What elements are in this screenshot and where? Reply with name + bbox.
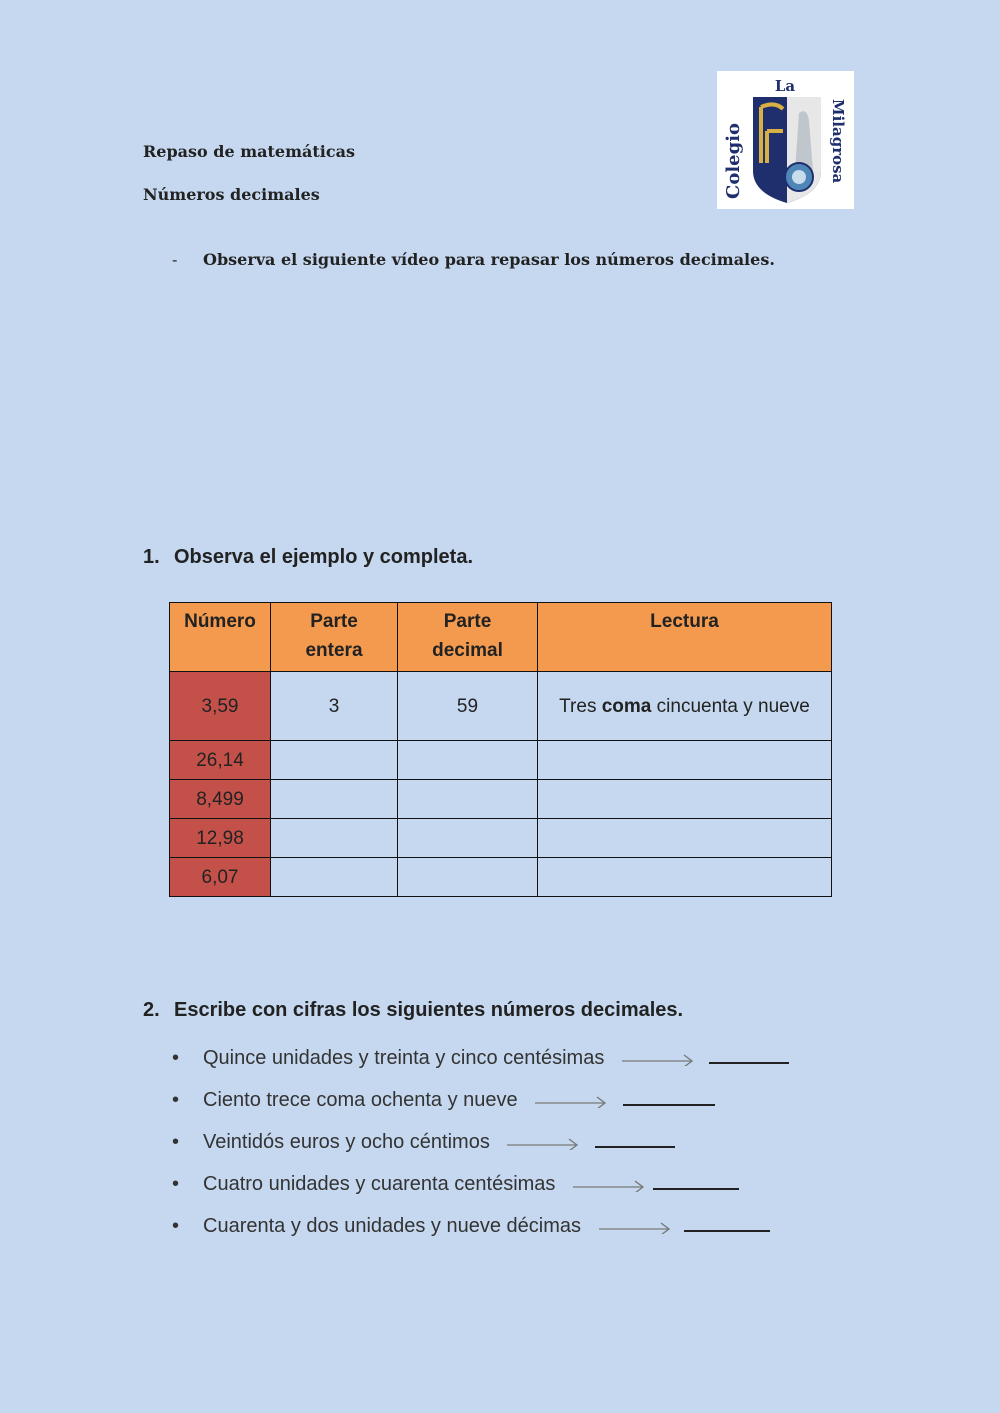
question-1-number: 1.: [143, 546, 160, 568]
row-numero: 6,07: [170, 858, 271, 897]
header-parte-decimal: [398, 603, 538, 672]
list-item: [172, 1084, 715, 1112]
blank-parte-entera[interactable]: [271, 819, 398, 858]
example-lectura: [538, 672, 832, 741]
item-text: Ciento trece coma ochenta y nueve: [203, 1089, 518, 1111]
worksheet-title: Repaso de matemáticas: [143, 142, 355, 161]
video-instruction: [172, 250, 775, 269]
answer-blank[interactable]: [623, 1084, 715, 1106]
blank-lectura[interactable]: [538, 741, 832, 780]
bullet: •: [172, 1173, 180, 1195]
decimal-table: [169, 602, 832, 897]
svg-text:Colegio: Colegio: [723, 122, 744, 199]
question-2-text: Escribe con cifras los siguientes números decimales.: [174, 999, 684, 1021]
blank-parte-decimal[interactable]: [398, 780, 538, 819]
table-row: [170, 819, 832, 858]
list-item: [172, 1210, 770, 1238]
row-numero: 8,499: [170, 780, 271, 819]
example-parte-entera: 3: [271, 672, 398, 741]
item-text: Quince unidades y treinta y cinco centésimas: [203, 1047, 605, 1069]
answer-blank[interactable]: [684, 1210, 770, 1232]
blank-parte-entera[interactable]: [271, 741, 398, 780]
list-item: [172, 1168, 739, 1196]
question-2-title: [143, 999, 683, 1022]
list-item: [172, 1126, 675, 1154]
video-instruction-text: Observa el siguiente vídeo para repasar los números decimales.: [203, 250, 775, 269]
header-lectura: Lectura: [538, 603, 832, 672]
blank-parte-entera[interactable]: [271, 858, 398, 897]
question-1-text: Observa el ejemplo y completa.: [174, 546, 474, 568]
blank-parte-entera[interactable]: [271, 780, 398, 819]
item-text: Veintidós euros y ocho céntimos: [203, 1131, 490, 1153]
blank-parte-decimal[interactable]: [398, 858, 538, 897]
lectura-post: cincuenta y nueve: [651, 695, 810, 717]
blank-lectura[interactable]: [538, 819, 832, 858]
example-parte-decimal: 59: [398, 672, 538, 741]
list-item: [172, 1042, 789, 1070]
answer-blank[interactable]: [653, 1168, 739, 1190]
header-numero: Número: [170, 603, 271, 672]
svg-text:Milagrosa: Milagrosa: [829, 99, 847, 184]
table-row: [170, 672, 832, 741]
svg-text:La: La: [774, 77, 796, 95]
item-text: Cuatro unidades y cuarenta centésimas: [203, 1173, 556, 1195]
table-row: [170, 780, 832, 819]
arrow-right-icon: [507, 1136, 579, 1150]
arrow-right-icon: [535, 1094, 607, 1108]
answer-blank[interactable]: [709, 1042, 789, 1064]
question-2-number: 2.: [143, 999, 160, 1021]
arrow-right-icon: [622, 1052, 694, 1066]
bullet: •: [172, 1131, 180, 1153]
blank-parte-decimal[interactable]: [398, 819, 538, 858]
header-parte-entera: [271, 603, 398, 672]
header-parte-decimal-label: Parte decimal: [432, 611, 503, 661]
question-1-title: [143, 546, 473, 569]
school-logo: [717, 71, 854, 209]
blank-parte-decimal[interactable]: [398, 741, 538, 780]
worksheet-subtitle: Números decimales: [143, 185, 320, 204]
blank-lectura[interactable]: [538, 780, 832, 819]
table-row: [170, 858, 832, 897]
dash: -: [172, 250, 178, 269]
bullet: •: [172, 1215, 180, 1237]
example-numero: 3,59: [170, 672, 271, 741]
row-numero: 12,98: [170, 819, 271, 858]
lectura-bold: coma: [601, 695, 652, 717]
bullet: •: [172, 1047, 180, 1069]
item-text: Cuarenta y dos unidades y nueve décimas: [203, 1215, 582, 1237]
header-parte-entera-label: Parte entera: [305, 611, 363, 661]
bullet: •: [172, 1089, 180, 1111]
lectura-pre: Tres: [559, 695, 602, 717]
blank-lectura[interactable]: [538, 858, 832, 897]
row-numero: 26,14: [170, 741, 271, 780]
arrow-right-icon: [573, 1178, 645, 1192]
table-row: [170, 741, 832, 780]
arrow-right-icon: [599, 1220, 671, 1234]
answer-blank[interactable]: [595, 1126, 675, 1148]
